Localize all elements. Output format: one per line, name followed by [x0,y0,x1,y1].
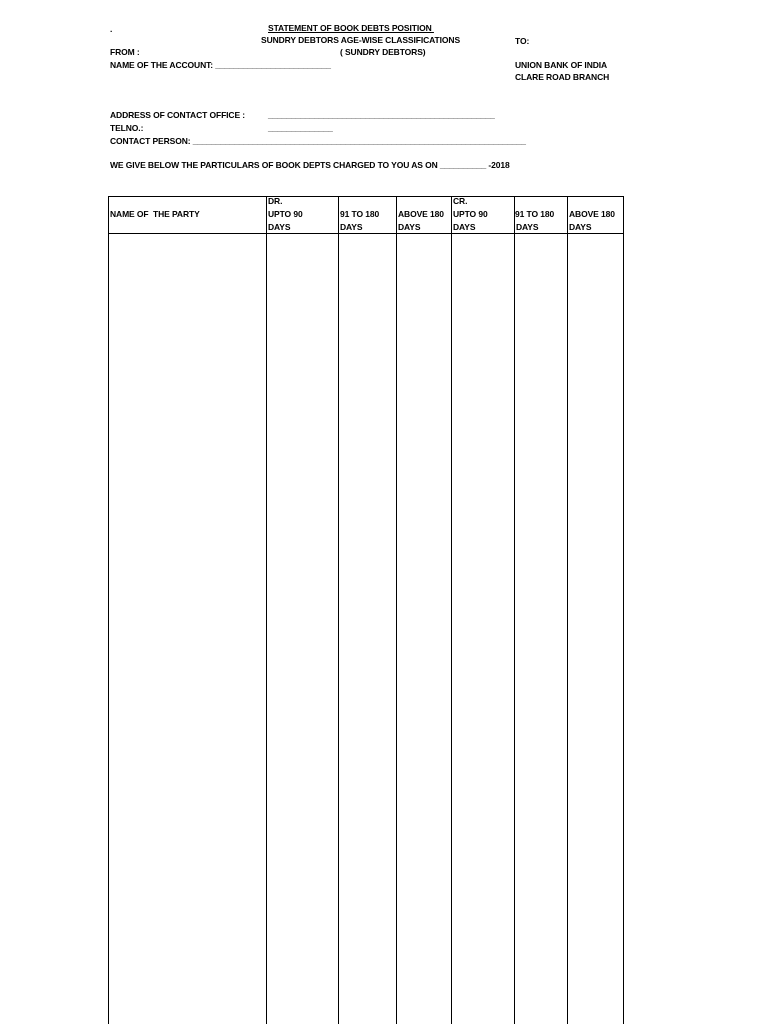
column-divider [338,196,339,1024]
column-header-cr-91-180: 91 TO 180 [515,209,555,219]
column-divider [451,196,452,1024]
column-header-days: DAYS [398,222,421,232]
table-right-border [623,196,624,1024]
to-label: TO: [515,36,530,46]
document-subtitle: SUNDRY DEBTORS AGE-WISE CLASSIFICATIONS [261,35,461,45]
table-top-border [108,196,624,197]
particulars-statement: WE GIVE BELOW THE PARTICULARS OF BOOK DEPTS CHARGED TO YOU AS ON __________ -2018 [110,160,510,170]
column-header-days: DAYS [516,222,539,232]
document-title: STATEMENT OF BOOK DEBTS POSITION [268,23,434,33]
address-line: _________________________________________________ [268,110,495,120]
table-left-border [108,196,109,1024]
column-divider [567,196,568,1024]
column-divider [514,196,515,1024]
column-divider [266,196,267,1024]
account-name-field: NAME OF THE ACCOUNT: _________________________ [110,60,331,70]
telno-label: TELNO.: [110,123,144,133]
dr-group-label: DR. [268,196,283,206]
column-header-dr-above-180: ABOVE 180 [398,209,444,219]
column-header-dr-91-180: 91 TO 180 [340,209,380,219]
column-header-days: DAYS [340,222,363,232]
address-label: ADDRESS OF CONTACT OFFICE : [110,110,246,120]
table-header-bottom-border [108,233,624,234]
column-header-days: DAYS [268,222,291,232]
branch-name: CLARE ROAD BRANCH [515,72,610,82]
bank-name: UNION BANK OF INDIA [515,60,608,70]
column-header-party: NAME OF THE PARTY [110,209,200,219]
cr-group-label: CR. [453,196,468,206]
column-header-dr-upto-90: UPTO 90 [268,209,303,219]
dot-mark: . [110,24,113,34]
column-divider [396,196,397,1024]
telno-line: ______________ [268,123,333,133]
document-sub-subtitle: ( SUNDRY DEBTORS) [340,47,426,57]
column-header-days: DAYS [453,222,476,232]
column-header-cr-upto-90: UPTO 90 [453,209,488,219]
contact-person-field: CONTACT PERSON: ________________________________________________________________________ [110,136,526,146]
column-header-cr-above-180: ABOVE 180 [569,209,615,219]
column-header-days: DAYS [569,222,592,232]
from-label: FROM : [110,47,140,57]
